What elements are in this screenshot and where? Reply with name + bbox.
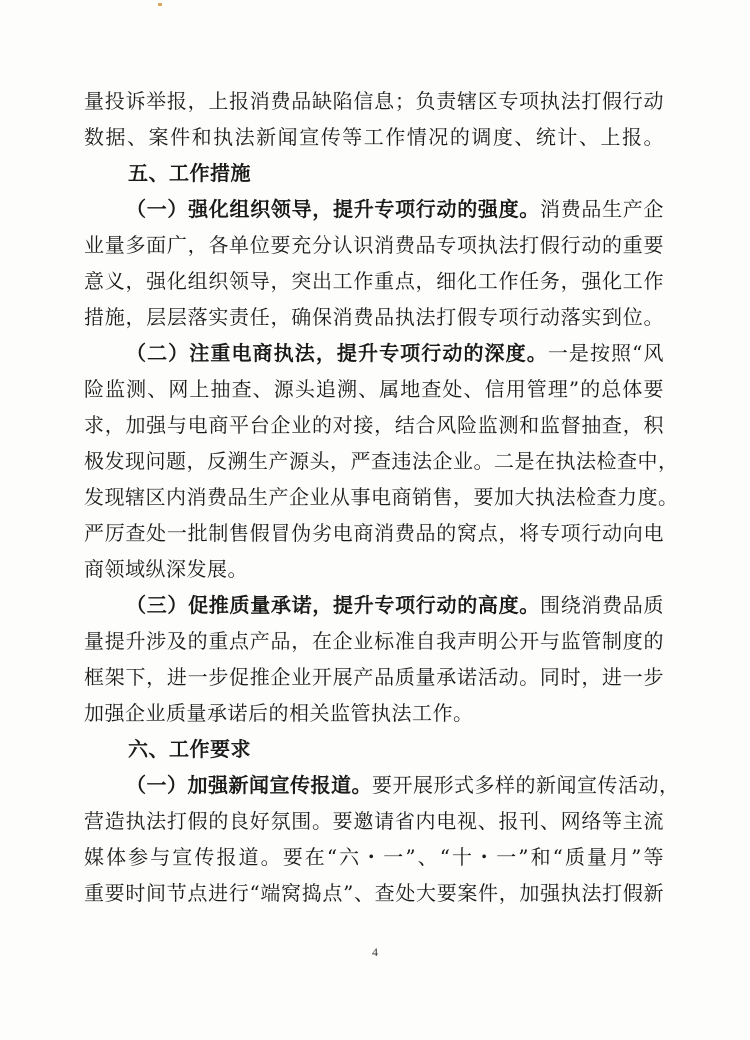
paragraph-line: [84, 335, 664, 371]
text-segment: 量提升涉及的重点产品，在企业标准自我声明公开与监管制度的: [84, 629, 664, 653]
text-segment: 意义，强化组织领导，突出工作重点，细化工作任务，强化工作: [84, 269, 664, 293]
text-segment: 险监测、网上抽查、源头追溯、属地查处、信用管理”的总体要: [84, 377, 664, 401]
text-segment: 重要时间节点进行“端窝捣点”、查处大要案件，加强执法打假新: [84, 881, 664, 905]
text-segment: 业量多面广，各单位要充分认识消费品专项执法打假行动的重要: [84, 233, 664, 257]
text-segment: 措施，层层落实责任，确保消费品执法打假专项行动落实到位。: [84, 305, 664, 329]
paragraph-line: [84, 839, 664, 875]
text-segment: 极发现问题，反溯生产源头，严查违法企业。二是在执法检查中，: [84, 449, 679, 473]
text-segment: 数据、案件和执法新闻宣传等工作情况的调度、统计、上报。: [84, 125, 664, 149]
paragraph-line: [84, 695, 664, 731]
section-heading: [84, 155, 664, 191]
bold-text-segment: 六、工作要求: [128, 737, 251, 761]
text-segment: 要开展形式多样的新闻宣传活动，: [372, 773, 680, 797]
scan-artifact: [158, 3, 162, 6]
paragraph-line: [84, 407, 664, 443]
paragraph-line: [84, 551, 664, 587]
text-segment: 营造执法打假的良好氛围。要邀请省内电视、报刊、网络等主流: [84, 809, 664, 833]
bold-text-segment: 五、工作措施: [128, 161, 251, 185]
paragraph-line: [84, 479, 679, 515]
paragraph-line: [84, 299, 664, 335]
text-segment: 求，加强与电商平台企业的对接，结合风险监测和监督抽查，积: [84, 413, 664, 437]
paragraph-line: [84, 659, 664, 695]
paragraph-line: [84, 623, 664, 659]
bold-text-segment: （二）注重电商执法，提升专项行动的深度。: [126, 341, 548, 365]
text-segment: 商领域纵深发展。: [84, 557, 248, 581]
paragraph-line: [84, 875, 664, 911]
paragraph-line: [84, 83, 664, 119]
paragraph-line: [84, 119, 664, 155]
paragraph-line: [84, 803, 664, 839]
paragraph-line: [84, 587, 664, 623]
paragraph-line: [84, 515, 664, 551]
text-segment: 框架下，进一步促推企业开展产品质量承诺活动。同时，进一步: [84, 665, 664, 689]
paragraph-line: [84, 263, 664, 299]
text-segment: 消费品生产企: [540, 197, 664, 221]
paragraph-line: [84, 443, 679, 479]
paragraph-line: [84, 191, 664, 227]
section-heading: [84, 731, 664, 767]
bold-text-segment: （一）强化组织领导，提升专项行动的强度。: [126, 197, 540, 221]
text-segment: 严厉查处一批制售假冒伪劣电商消费品的窝点，将专项行动向电: [84, 521, 664, 545]
text-segment: 量投诉举报，上报消费品缺陷信息；负责辖区专项执法打假行动: [84, 89, 664, 113]
paragraph-line: [84, 227, 664, 263]
text-segment: 一是按照“风: [547, 341, 664, 365]
text-segment: 围绕消费品质: [540, 593, 664, 617]
body-text: [84, 83, 680, 911]
text-segment: 发现辖区内消费品生产企业从事电商销售，要加大执法检查力度。: [84, 485, 679, 509]
bold-text-segment: （一）加强新闻宣传报道。: [126, 773, 372, 797]
page-number: 4: [372, 945, 378, 959]
paragraph-line: [84, 371, 664, 407]
paragraph-line: [84, 767, 680, 803]
text-segment: 加强企业质量承诺后的相关监管执法工作。: [84, 701, 474, 725]
text-segment: 媒体参与宣传报道。要在“六・一”、“十・一”和“质量月”等: [84, 845, 664, 869]
bold-text-segment: （三）促推质量承诺，提升专项行动的高度。: [126, 593, 540, 617]
